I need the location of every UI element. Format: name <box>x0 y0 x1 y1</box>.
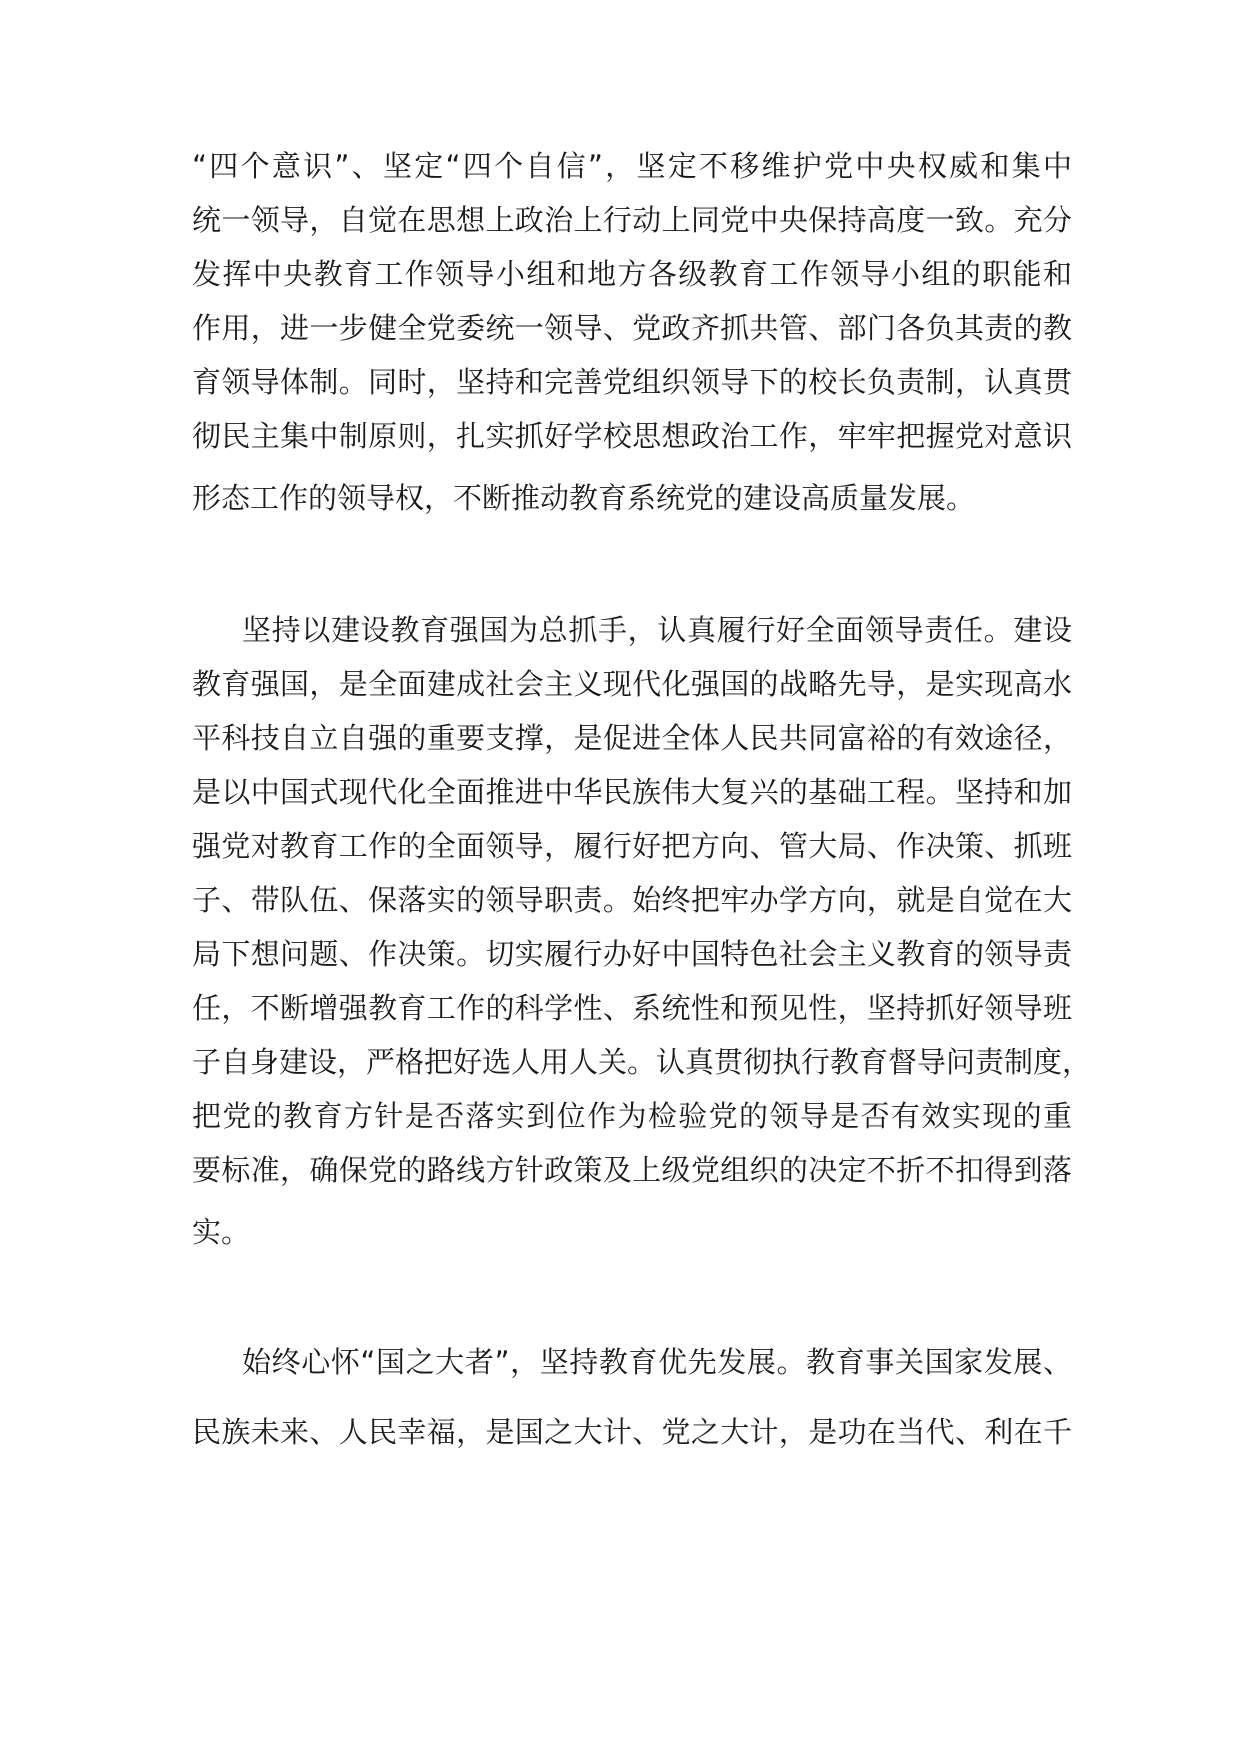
paragraph-1-line-5: 育领导体制。同时，坚持和完善党组织领导下的校长负责制，认真贯 <box>192 365 1072 399</box>
paragraph-3-line-2: 民族未来、人民幸福，是国之大计、党之大计，是功在当代、利在千 <box>192 1415 1072 1449</box>
paragraph-2-line-9: 子自身建设，严格把好选人用人关。认真贯彻执行教育督导问责制度， <box>192 1045 1092 1079</box>
paragraph-2-line-10: 把党的教育方针是否落实到位作为检验党的领导是否有效实现的重 <box>192 1099 1072 1133</box>
paragraph-1-line-3: 发挥中央教育工作领导小组和地方各级教育工作领导小组的职能和 <box>192 257 1072 291</box>
paragraph-3-line-1: 始终心怀“国之大者”，坚持教育优先发展。教育事关国家发展、 <box>242 1345 1072 1379</box>
paragraph-2-line-1: 坚持以建设教育强国为总抓手，认真履行好全面领导责任。建设 <box>242 613 1072 647</box>
paragraph-1-line-2: 统一领导，自觉在思想上政治上行动上同党中央保持高度一致。充分 <box>192 203 1072 237</box>
paragraph-2-line-5: 强党对教育工作的全面领导，履行好把方向、管大局、作决策、抓班 <box>192 829 1072 863</box>
paragraph-1-line-7: 形态工作的领导权，不断推动教育系统党的建设高质量发展。 <box>192 481 976 515</box>
paragraph-2-line-3: 平科技自立自强的重要支撑，是促进全体人民共同富裕的有效途径， <box>192 721 1072 755</box>
paragraph-1-line-6: 彻民主集中制原则，扎实抓好学校思想政治工作，牢牢把握党对意识 <box>192 419 1072 453</box>
paragraph-1-line-1: “四个意识”、坚定“四个自信”，坚定不移维护党中央权威和集中 <box>192 149 1072 183</box>
paragraph-2-line-2: 教育强国，是全面建成社会主义现代化强国的战略先导，是实现高水 <box>192 667 1072 701</box>
paragraph-2-line-8: 任，不断增强教育工作的科学性、系统性和预见性，坚持抓好领导班 <box>192 991 1072 1025</box>
paragraph-2-line-12: 实。 <box>192 1215 251 1249</box>
paragraph-1-line-4: 作用，进一步健全党委统一领导、党政齐抓共管、部门各负其责的教 <box>192 311 1072 345</box>
paragraph-2-line-7: 局下想问题、作决策。切实履行办好中国特色社会主义教育的领导责 <box>192 937 1072 971</box>
paragraph-2-line-4: 是以中国式现代化全面推进中华民族伟大复兴的基础工程。坚持和加 <box>192 775 1072 809</box>
paragraph-2-line-11: 要标准，确保党的路线方针政策及上级党组织的决定不折不扣得到落 <box>192 1153 1072 1187</box>
paragraph-2-line-6: 子、带队伍、保落实的领导职责。始终把牢办学方向，就是自觉在大 <box>192 883 1072 917</box>
